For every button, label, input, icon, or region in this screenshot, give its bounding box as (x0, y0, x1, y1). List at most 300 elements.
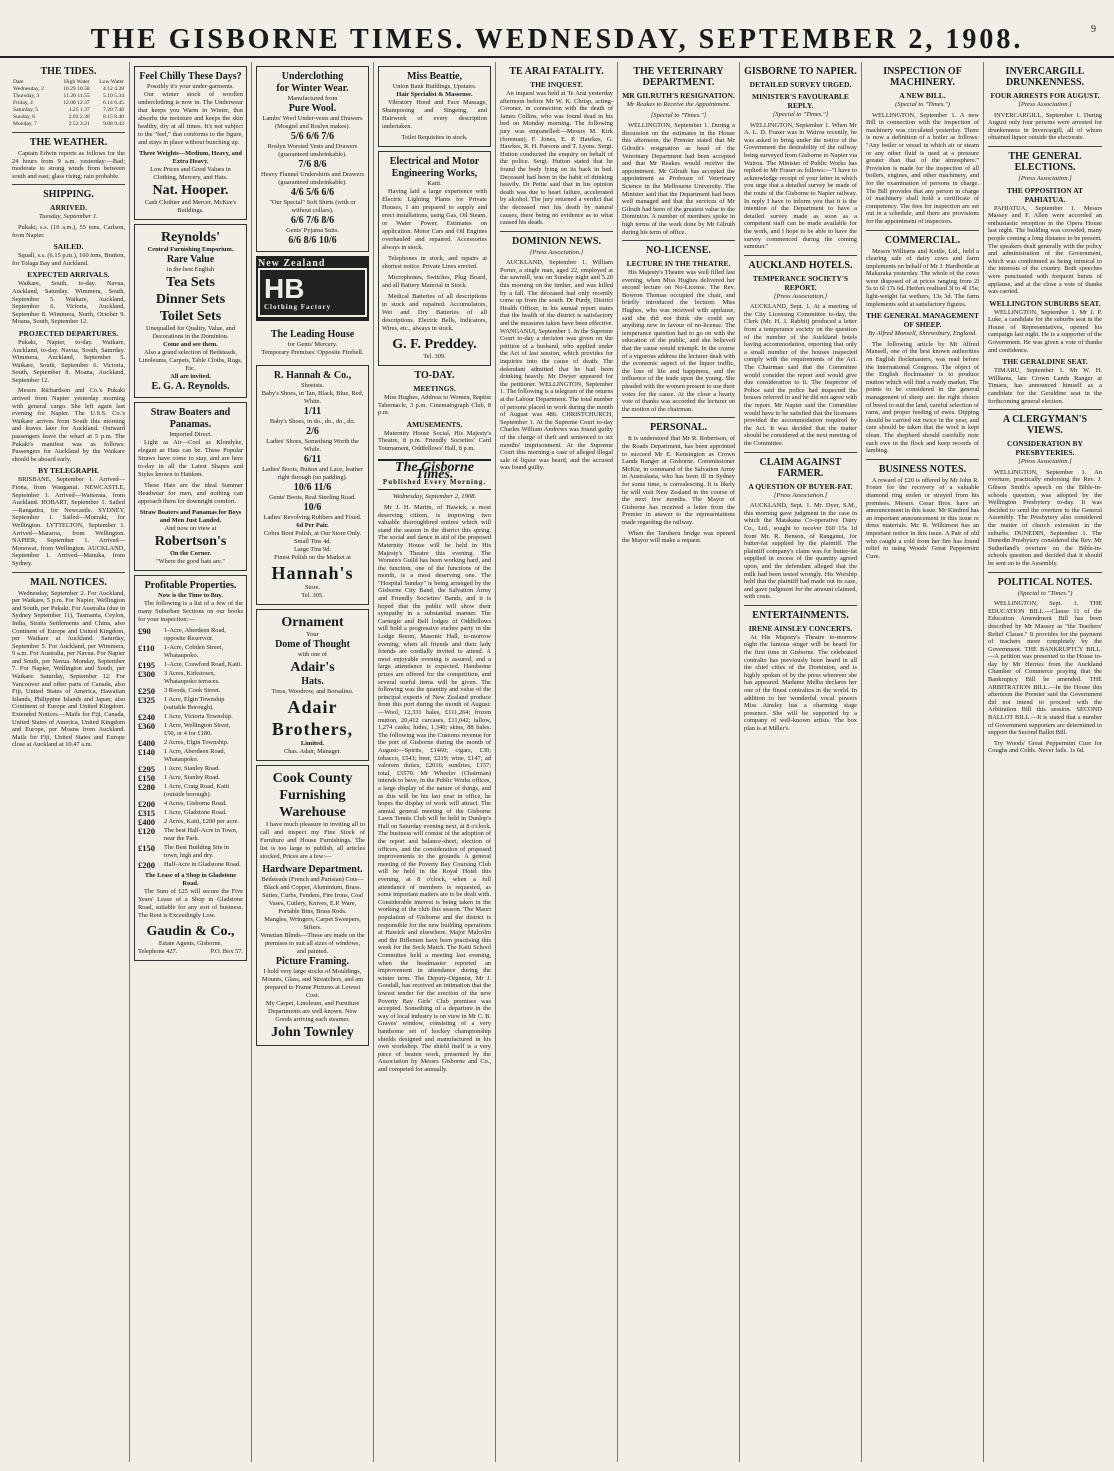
sewell-byline: By Alfred Mansell, Shrewsbury, England. (868, 330, 977, 338)
tides-cell: 2.53 3.21 (68, 121, 90, 127)
divider (866, 459, 979, 460)
invercargill-heading: INVERCARGILL DRUNKENNESS. (1005, 66, 1085, 88)
divider (988, 572, 1102, 573)
ladies-1: Ladies' Shoes, Something Worth the While. (266, 438, 359, 454)
divider (622, 240, 735, 241)
business-text: A reward of £20 is offered by Mr John R. Foster for the recovery of a valuable diamond ring stolen or strayed from his premises. Messrs. Cesar Bros. have an announcement in this issue. Mr Kindred has an important announcement in this issue re dress materials. Mr. R. Wilkinson has an important notice in this issue. A Pair of old who caught a cold from her fire has found relief in using Woods' Great Peppermint Cure. (866, 476, 979, 560)
price-l1: 6/11 (303, 454, 322, 466)
sale-text: 3 Acres, Kirkstown, Whataupoko terraces. (164, 670, 220, 685)
sale-text: 1 Acre, Aberdeen Road, Whataupoko. (164, 748, 226, 763)
column-1 (8, 62, 130, 1462)
sale-text: 3 Roods, Cook Street. (164, 687, 221, 694)
preddey-tel: Tel. 309. (423, 353, 446, 360)
gents-boots: Gents' Boots, Real Steeling Road. (269, 494, 356, 502)
now-time: Now is the Time to Buy. (158, 592, 223, 599)
temp-premises: Temporary Premises: Opposite Firebell. (261, 349, 364, 357)
suites-text: Suites, Curbs, Fenders, Fire Irons, Coal Vases, Cutlery, Knives, E.P. Ware, Portable Bins, Brass Rods. (261, 892, 363, 916)
ad-leading-house (256, 325, 369, 361)
hb-logo (258, 268, 367, 318)
suburbs-heading: WELLINGTON SUBURBS SEAT. (989, 298, 1101, 308)
napier-special: [Special to "Times."] (772, 111, 829, 118)
sale-text: 2 Acres, Elgin Township. (164, 739, 229, 746)
napier-sub-2: MINISTER'S FAVOURABLE REPLY. (752, 92, 849, 110)
adairs: Adair's (290, 660, 335, 676)
hb-mark: HB (264, 272, 305, 304)
press-assoc-2: [Press Association.] (773, 491, 828, 499)
sale-item (138, 809, 243, 817)
editorial-text: Mr J. H. Martin, of Hawick, a most deserving citizen, is improving two valuable thoroughbred entires which will stand the season in the district this spring. The social and dance in aid of the proposed Maternity House will be held in His Majesty's Theatre this evening. The Women's Guild has been working hard, and the function, one of the functions of the month, is a most deserving one. The "Hospital Sunday" is being arranged by the Gisborne City Band, the Salvation Army and Friendly Societies' Bands, and it is hoped that the public will show their sympathy in a substantial manner. The Carnegie and Bell lodges of Oddfellows will hold a progressive euchre party in the Lodge Room, Masonic Hall, to-morrow evening, when all friends and their lady friends are cordially invited to attend. A most enjoyable evening is assured, and a large attendance is expected. Handsome prizes are offered for the competition, and several useful items will be given. The following was the quantity and value of the principal exports of New Zealand produce from this port during the month of August:—Wool, 12,331 bales, £111,264; frozen mutton, 20,412 carcases, £11,042; tallow, 1,274 casks; hides, 1,340; skins, 88 bales. The following was the Customs revenue for the port of Gisborne during the month of August:—Spirits, £1460; cigars, £30; tobacco, £541; beer, £219; wine, £147; ad valorem duties, £2016; sundries, £157; total, £5570. Mr Wheeler (Chairman) intends to have, in the Public Works offices, a large display of the nature of things, and as this will be his last year in office, he hopes the display of work will attract. The annual general meeting of the Gisborne Lawn Tennis Club will be held in Dunlop's Hall on Saturday evening next, at 8 o'clock. The business will consist of the adoption of the report and balance-sheet, election of officers, and the consideration of proposed improvements to the grounds. A general meeting of the Poverty Bay Coursing Club will be held in the Royal Hotel this evening, at 8 o'clock, when a full attendance of members is requested, as some important matters are to be dealt with. Considerable interest is being taken in the working of the club this season. The Maori population of Gisborne and the district is responsible for the new building operations at Hawick and elsewhere. Major Malcolm and the Riflemen have been practising this week for the Sock Match. The Kaiti School Committee held a meeting last evening, when the headmaster reported an improvement in attendance during the winter term. The Deputy-Orgnnist, Mr J. Goodall, has received an intimation that the lowest tender for the erection of the new Poverty Bay Girls' Club premises was accepted. Something of a departure in the way of local industry is on view in Mr C. B. Graves' window, consisting of a very handsome set of hockey championship shields designed and manufactured in his own workshop. The shield itself is a very piece of beaten work, presented by the Association by Messrs Gisborne and Co., and competed for annually. (378, 503, 491, 1073)
divider (744, 605, 857, 606)
robertson-name: Robertson's (154, 534, 227, 549)
vet-text: WELLINGTON, September 1. During a discussion on the estimates in the House this afternoon, the Premier stated that Mr Gilruth's resignation as head of the Veterinary Department had been accepted and that Mr Reakes would receive the appointment. Mr Gilruth has accepted the appointment as Professor of Veterinary Science in the Melbourne University. The Minister said that the Department had been well managed and that the services of Mr Gilruth had been of the greatest value to the Dominion. A number of members spoke in high terms of the work done by Mr Gilruth during his term of office. (622, 122, 735, 236)
sale-text: The Best Building Site in town, high and dry. (164, 844, 229, 859)
ega-reynolds: E. G. A. Reynolds. (151, 381, 230, 392)
dome-thought: Dome of Thought (275, 639, 350, 651)
tides-cell: 1.25 1.37 (68, 107, 90, 113)
hb-nz: New Zealand (258, 258, 326, 269)
tides-col-high: High Water (64, 79, 90, 85)
sale-price: £200 (138, 860, 155, 870)
ad-adair (256, 609, 369, 761)
weather-text: Captain Edwin reports as follows for the 24 hours from 9 a.m. yesterday:—Bad; moderate to strong winds from between south and east; glass rising; rain probable. (12, 150, 125, 180)
political-text: WELLINGTON, Sept. 1. THE EDUCATION BILL.—Clause 11 of the Education Amendment Bill has been described by Mr Massey as "the Teachers' Relief Clause." It provides for the payment of teachers more completely by the Government. THE BANKRUPTCY BILL.—A petition was presented to the House to-day by Mr Herries from the Auckland Chamber of Commerce praying that the Bankruptcy Bill be amended. THE ARBITRATION BILL.—In the House this afternoon the Premier said the Government did not intend to proceed with the Arbitration Bill this session. SECOND BALLOT BILL.—It is stated that a number of Government supporters are determined to support the Second Ballot Bill. (988, 600, 1102, 737)
list-intro: The following is a list of a few of the many Suburban Sections on our books for your inspection:— (138, 600, 243, 623)
preddey-name: G. F. Preddey. (392, 337, 477, 352)
auckland-hotels-heading: AUCKLAND HOTELS. (748, 259, 853, 271)
ad-hannah (256, 365, 369, 605)
ad-cook-county (256, 765, 369, 1046)
personal-text-2: When the Taruheru bridge was opened the Mayor will make a request. (622, 529, 735, 545)
toilet-req: Toilet Requisites in stock. (401, 134, 468, 141)
consideration-heading: CONSIDERATION BY PRESBYTERIES. (1007, 439, 1083, 458)
hooper-address: Cash Clothier and Mercer, McKee's Buildings. (144, 199, 237, 214)
tides-row (12, 107, 125, 114)
sale-text: 2 Acres, Kaiti, £200 per acre. (164, 818, 239, 825)
tides-cell: Saturday, 5 (13, 107, 39, 113)
lambs-wool: Lambs' Wool Under-vests and Drawers (Mosgiel and Roslyn makes). (262, 115, 363, 130)
pure-wool: Pure Wool. (288, 103, 337, 114)
vet-special: [Special to "Times."] (650, 111, 707, 119)
electrical-heading: Electrical and Motor Engineering Works, (389, 156, 480, 179)
press-assoc-5: [Press Association.] (1018, 458, 1072, 466)
heavy-flannel: Heavy Flannel Undershirts and Drawers (guaranteed unshrinkable). (261, 171, 364, 186)
commercial-text: Messrs Williams and Kettle, Ltd., held a clearing sale of dairy cows and farm implements on behalf of Mr J. Hardbottle at Makaraka yesterday. The whole of the cows were disposed of at prices ranging from 2l 5s to 6l 17s 6d. Heifers realised 3l to 4l 15s; light-weight fat wethers, 13s 3d. The farm implements sold at satisfactory figures. (866, 247, 979, 308)
auckland-text: AUCKLAND, Sept. 1. At a meeting of the City Licensing Committee to-day, the Clerk (Mr. H. J. Rabbit) produced a letter from a temperance society on the question of the number of the Auckland hotels having accommodation, reporting that only a small number of the houses inspected comply with the requirements of the Act. The Chairman said that the Committee would consider the report and would give due consideration to it. The Inspector of Police said the police had inspected the houses referred to and he did not agree with the report. Mr Napier said the Committee would have to be satisfied that the licensees provided the accommodation required by the Act. It was decided that the matter should be considered at the next meeting of the Committee. (744, 303, 857, 447)
tides-header-row (12, 79, 125, 86)
tides-cell: Thursday, 3 (13, 93, 40, 99)
sales-list (138, 627, 243, 869)
tides-cell: Monday, 7 (13, 121, 37, 127)
boaters-kids: Straw Boaters and Panamas for Boys and Men Just Landed. (139, 509, 242, 524)
tides-row (12, 93, 125, 100)
hb-factory: Clothing Factory (264, 302, 332, 311)
chilly-sub: Possibly it's your under-garments. (147, 83, 234, 90)
dominion-heading: DOMINION NEWS. (512, 235, 601, 247)
tides-body (12, 86, 125, 128)
projected-text: Pukaki, Napier, to-day. Waikare, Auckland, to-day. Navua, South, Saturday. Wimmera, Auckland, September 5. Waikare, South, September 6. Victoria, South, September 8. Moana, Auckland, September 12. (12, 338, 125, 384)
masthead (0, 20, 1114, 58)
arrived-heading: ARRIVED. (50, 203, 87, 213)
sale-price: £280 (138, 782, 155, 792)
vibratory-text: Vibratory Hood and Face Massage, Shampooing and Singeing, and Hairwork of every description undertaken. (382, 99, 487, 130)
invercargill-text: INVERCARGILL, September 1. During August only four persons were arrested for drunkenness in Invercargill, all of whom obtained liquor outside the electorate. (988, 111, 1102, 142)
ad-electrical (378, 151, 491, 366)
press-assoc-1: [Press Association.] (773, 292, 828, 300)
hats-label: Hats. (301, 676, 324, 688)
leading-house: The Leading House (270, 329, 355, 341)
prices-note: Low Prices and Good Values in Clothing, Mercery, and Hats. (150, 166, 231, 181)
editorial-date: Wednesday, September 2, 1908. (392, 493, 477, 501)
sale-item (138, 827, 243, 843)
sale-item (138, 627, 243, 643)
prices-3: 4/6 5/6 6/6 (290, 187, 335, 198)
amusements-text: Maternity House Social, His Majesty's Theatre, 8 p.m. Friendly Societies' Card Tournament, Oddfellows' Hall, 8 p.m. (378, 429, 491, 452)
geraldine-heading: THE GERALDINE SEAT. (1002, 357, 1088, 367)
sale-price: £400 (138, 738, 155, 748)
carpet-dept: My Carpet, Linoleum, and Furniture Departments are well known. New Goods arriving each steamer. (265, 1000, 360, 1024)
large-tins: Large Tins 9d. (294, 546, 331, 554)
no-license-heading: NO-LICENSE. (646, 245, 711, 257)
published-every: Published Every Morning. (382, 477, 487, 486)
dinner-sets: Dinner Sets (155, 292, 226, 307)
prices-1: 5/6 6/6 7/6 (290, 131, 335, 142)
sale-item (138, 644, 243, 660)
sale-price: £90 (138, 626, 151, 636)
new-bill-heading: A NEW BILL. (899, 91, 946, 100)
general-mgmt-heading: THE GENERAL MANAGEMENT OF SHEEP. (866, 311, 979, 330)
ad-underclothing (256, 66, 369, 252)
meetings-text: Miss Hughes, Address to Women, Baptist Tabernacle, 3 p.m. Cinematograph Club, 8 p.m. (378, 394, 491, 417)
price-l3: 6d Per Pair. (296, 522, 329, 530)
now-view: And now on view at (164, 525, 217, 532)
column-5 (496, 62, 618, 1462)
cobra-polish: Cobra Boot Polish, at Our Store Only. (263, 530, 362, 538)
commercial-heading: COMMERCIAL. (884, 234, 961, 246)
rare-value: Rare Value (166, 254, 215, 265)
vet-heading: THE VETERINARY DEPARTMENT. (633, 66, 724, 88)
today-heading: TO-DAY. (414, 370, 455, 381)
sale-item (138, 765, 243, 773)
column-3 (252, 62, 374, 1462)
gaudin-name: Gaudin & Co., (146, 924, 235, 939)
gaudin-pobox: P.O. Box 57. (210, 948, 243, 955)
sale-price: £295 (138, 764, 155, 774)
for-gents: for Gents' Mercery. (287, 341, 338, 349)
sale-price: £325 (138, 695, 155, 705)
hardware-text: Bedsteads (French and Parisian) Cots—Black and Copper, Aluminium, Brass. (261, 876, 364, 892)
electrical-text: Having laid a large experience with Electric Lighting Plants for Private Houses, I am prepared to supply and erect installations, using Gas, Oil Steam, or Water Power. Estimates on application. Motor Cars and Oil Engines overhauled and repaired. Accessories always in stock. (382, 188, 487, 251)
venetian-text: Venetian Blinds—These are made on the premises to suit all sizes of windows, and painted. (260, 932, 365, 956)
divider (500, 231, 613, 232)
inspection-text: WELLINGTON, September 1. A new Bill in connection with the inspection of machinery was circulated yesterday. There is now a definition of a boiler as follows: "Any boiler or vessel in which air or steam or any other fluid is used at a pressure greater than that of the atmosphere." Provision is made for the inspection of all boilers, engines, and other machinery, and for the examination of persons in charge. The Bill provides that any person in charge of machinery shall hold a certificate of competency. The fees for inspection are set out in a schedule, and there are provisions for the appointment of inspectors. (866, 111, 979, 225)
shipping-news: Messrs Richardson and Co.'s Pukaki arrived from Napier yesterday morning with general cargo. She left again last evening for Napier. The U.S.S. Co.'s Waikare arrives from South this morning and leaves later for Auckland. Outward passengers leave the wharf at 5 p.m. The Pukaki's manifest was as follows: Passengers for Auckland by the Waikare should be aboard early. (12, 387, 125, 463)
beattie-name: Miss Beattie, (407, 71, 462, 82)
sale-text: 1-Acre, Cobden Street, Whataupoko. (164, 644, 223, 659)
ainsley-heading: IRENE AINSLEY CONCERTS. (748, 623, 853, 633)
hannah-tel: Tel. 305. (301, 592, 324, 600)
hooper-name: Nat. Hooper. (152, 183, 229, 198)
mails-text: Wednesday, September 2. For Auckland, per Waikare, 5 p.m. For Napier, Wellington and South, per Pukaki. For Australia (due in Sydney September 11), Tasmania, Ceylon, India, Straits Settlements and China, also Continent of Europe and United Kingdom, per Waikare at Auckland. Saturday, September 5. For Auckland, per Wimmera, 9 a.m. For Australia, per Navua. For Napier and South, per Navua. Monday, September 7. For Napier, Wellington and South, per Waikare. Saturday, September 12. For Vancouver and other parts of Canada, also Fiji, United States of America, Hawaiian Islands, Philippine Islands and Japan; also Continent of Europe and United Kingdom. Extended Notices.—Mails for Fiji, Canada, United States of America, United Kingdom and Europe, per Moana from Auckland. Mails for Fiji, United States and Europe close at Auckland at 10.47 a.m. (12, 589, 125, 749)
sale-price: £150 (138, 773, 155, 783)
clergyman-heading: A CLERGYMAN'S VIEWS. (1002, 414, 1088, 437)
shipping-heading: SHIPPING. (43, 189, 94, 201)
column-2 (130, 62, 252, 1462)
tides-cell: 5.10 5.34 (103, 93, 124, 99)
sale-item (138, 818, 243, 826)
sale-text: 1 Acre, Wellington Street, £50, or 4 for £180. (164, 722, 231, 737)
telephones-text: Telephones in stock, and repairs at shortest notice. Private Lines erected. (382, 255, 487, 270)
column-9 (984, 62, 1106, 1462)
personal-text: It is understood that Mr R. Robertson, of the Roads Department, has been appointed to succeed Mr E. Kensington as Crown Lands Ranger at Gisborne. Commissioner McKie, in command of the Salvation Army in Australasia, who has been ill in Sydney for some time, is convalescing. It is likely he will visit New Zealand in the course of the next few months. The Mayor of Gisborne has received a letter from the Premier in answer to the representations made regarding the railway. (622, 435, 735, 526)
clergyman-text: WELLINGTON, September 1. An overture, practically endorsing the Rev. J. Gibson Smith's speech on the Bible-in-schools question, was adopted by the Wellington Presbytery to-day. It was decided to send the overture to the General Assembly. The Presbytery also considered the matter of church extension in the suburbs. DUNEDIN, September 1. The Dunedin Presbytery considered the Rev. Mr Sutherland's overture on the Bible-in-schools question and decided that it should be sent on to the Assembly. (988, 468, 1102, 567)
sale-price: £110 (138, 643, 155, 653)
shoeists: Shoeists. (301, 382, 324, 390)
sale-price: £300 (138, 669, 155, 679)
claim-text: AUCKLAND, Sept. 1. Mr. Dyer, S.M., this morning gave judgment in the case in which the Matakana Co-operative Dairy Co., Ltd., sought to recover £60 15s 1d from Mr. R. Benson, of Ranganui, for butter-fat supplied by the plaintiff. The plaintiff company's claim was for butter-fat supplied in excess of the quantity agreed upon, and the defendant alleged that the milk had been tested wrongly. His Worship held that the plaintiff had made out its case, and gave judgment for the amount claimed, with costs. (744, 502, 857, 601)
sale-item (138, 774, 243, 782)
grand-selection: Also a grand selection of Bedsteads, Linoleums, Carpets, Table Cloths, Rugs, Etc. (138, 349, 243, 372)
weather-heading: THE WEATHER. (29, 137, 108, 148)
temperance-heading: TEMPERANCE SOCIETY'S REPORT. (752, 273, 849, 292)
tides-cell: 10.29 10.58 (63, 86, 90, 92)
column-8 (862, 62, 984, 1462)
straw-text-2: These Hats are the ideal Summer Headwear for men, and nothing can approach them for downright comfort. (138, 482, 243, 505)
columns (8, 62, 1106, 1462)
expected-heading: EXPECTED ARRIVALS. (27, 270, 110, 280)
mangles-text: Mangles, Wringers, Carpet Sweepers, Sifters. (264, 916, 361, 932)
gaudin-phone: Telephone 427. (138, 948, 178, 955)
column-4 (374, 62, 496, 1462)
sale-item (138, 800, 243, 808)
straw-heading: Straw Boaters and Panamas. (150, 407, 231, 430)
divider (744, 452, 857, 453)
editorial-masthead (378, 459, 491, 491)
manufactured: Manufactured from (287, 95, 338, 102)
all-invited: All are invited. (170, 373, 211, 380)
sale-price: £360 (138, 721, 155, 731)
sale-item (138, 696, 243, 712)
sale-price: £250 (138, 686, 155, 696)
sale-price: £120 (138, 826, 155, 836)
tides-cell: 4.12 4.38 (103, 86, 124, 92)
tides-row (12, 100, 125, 107)
lease-text: The Sum of £25 will secure the Five Years' Lease of a Shop in Gladstone Road, suitable for any sort of business. The Rent is Exceedingly Low. (138, 888, 243, 919)
sale-price: £200 (138, 799, 155, 809)
straw-imported: Imported Direct. (169, 431, 212, 438)
opposition-heading: THE OPPOSITION AT PAHIATUA. (1006, 185, 1084, 204)
ladies-2: Ladies' Boots, Button and Lace, leather right through (no padding). (262, 466, 363, 482)
ad-reynolds (134, 224, 247, 398)
te-arai-heading: TE ARAI FATALITY. (509, 66, 604, 77)
vet-sub-2: Mr Reakes to Receive the Appointment. (626, 101, 731, 108)
sale-item (138, 783, 243, 799)
column-7 (740, 62, 862, 1462)
column-6 (618, 62, 740, 1462)
pahiatua-text: PAHIATUA, September 1. Messrs Massey and F. Allen were accorded an enthusiastic reception in the Opera House last night. The building was crowded, many people coming a long distance to be present. The speakers dealt generally with the policy and administration of the Government, which was condemned as being inimical to the interests of the country. Both speeches were punctuated with frequent bursts of applause, and at the close a vote of thanks was carried. (988, 204, 1102, 296)
prices-2: 7/6 8/6 (298, 159, 327, 170)
sale-item (138, 748, 243, 764)
sale-text: 1 Acre, Stanley Road. (164, 765, 220, 772)
divider (12, 572, 125, 573)
microphones-text: Microphones, Switches, Plug Board, and all Battery Material in Stock. (382, 274, 487, 289)
hardware-heading: Hardware Department. (262, 864, 363, 876)
ad-beattie (378, 66, 491, 147)
straw-text: Light as Air—Cool as Klondyke, elegant as Hats can be. These Popular Straws have come to stay, and are here to-day in all the Latest Shapes and Styles known to Hatdom. (138, 439, 243, 478)
expected-text: Waikare, South, to-day. Navua, Auckland, Saturday. Wimmera, South, September 5. Waikare, Auckland, September 6. Victoria, Auckland, September 8. Wimmera, North, October 9. Moana, South, September 12. (12, 280, 125, 326)
napier-text: WELLINGTON, September 1. When Mr A. L. D. Fraser was in Wairoa recently, he was asked to bring under the notice of the Government the desirability of the railway being surveyed from Gisborne to Napier via Wairoa. The Minister of Public Works has replied to Mr Fraser as follows:—"I have to acknowledge receipt of your letter in which you urge that a detailed survey be made of the route of the Gisborne to Napier railway. In reply I have to inform you that it is the intention of the Department to have a detailed survey made as soon as a competent staff can be made available for the work, and I hope to be able to have the survey commenced during the coming summer." (744, 121, 857, 251)
price-g: 10/6 (303, 502, 322, 514)
divider (12, 184, 125, 185)
arrived-text: Pukaki, s.s. (10 a.m.), 55 tons, Carlson, from Napier. (12, 223, 125, 239)
paper-title: The Gisborne Times. (395, 459, 474, 483)
cook-county: Cook County (272, 771, 353, 787)
lease-heading: The Lease of a Shop in Gladstone Road. (144, 872, 237, 887)
press-assoc-4: [Press Association.] (1018, 174, 1072, 182)
business-notes-heading: BUSINESS NOTES. (878, 463, 967, 475)
tides-cell: 6.14 6.45 (103, 100, 124, 106)
babys-1: Baby's Shoes, in Tan, Black, Blue, Red, White. (261, 390, 364, 406)
claim-sub: A QUESTION OF BUYER-FAT. (748, 481, 853, 491)
personal-heading: PERSONAL. (650, 422, 707, 434)
tides-row (12, 86, 125, 93)
chilly-text: Our winter stock of woollen underclothing is now in. The Underwear that keeps you Warm in Winter, that absorbs the moisture and keeps the skin healthy, dry at all times. It's not subject to the "feel," that conforms to the figure, and stays in place without bunching up. (138, 91, 243, 146)
four-arrests: FOUR ARRESTS FOR AUGUST. (990, 91, 1100, 100)
sale-item (138, 861, 243, 869)
napier-sub: DETAILED SURVEY URGED. (749, 80, 852, 89)
divider (622, 417, 735, 418)
store-label: Store. (304, 584, 321, 592)
tides-cell: 9.08 9.43 (103, 121, 124, 127)
tides-cell: Sunday, 6 (13, 114, 36, 120)
special-1: (Special to "Times.") (895, 101, 950, 108)
ladies-3: Ladies' Revolving Rubbers and Fixed. (263, 514, 362, 522)
sale-text: 1-Acre, Crawford Road, Kaiti. (164, 661, 243, 668)
profitable-heading: Profitable Properties. (144, 580, 237, 591)
reynolds-sub: Central Furnishing Emporium. (147, 246, 234, 253)
electrical-kaiti: Kaiti. (427, 180, 442, 187)
telegraph-heading: BY TELEGRAPH. (38, 466, 99, 476)
sale-price: £315 (138, 808, 155, 818)
ad-gaudin (134, 575, 247, 961)
sale-text: 1 Acre, Victoria Township. (164, 713, 233, 720)
adair-limited: Limited. (300, 740, 325, 748)
tides-cell: 8.15 8.40 (103, 114, 124, 120)
masthead-title: THE GISBORNE TIMES. WEDNESDAY, SEPTEMBER 2, 1908. (90, 24, 1024, 55)
hb-logo-block (256, 256, 369, 321)
dominion-text: AUCKLAND, September 1. William Porter, a single man, aged 22, employed at the sawmill, was on Sunday night and 5.20 this morning on the timber, and was killed by a fall. The deceased had only recently come up from the south. Dr Purdy, District Health Officer, in his annual report states that the health of the district is satisfactory and the measures taken have been effective. WANGANUI, September 1. In the Supreme Court to-day a decision was given on the petition of a husband, who applied under the Act of last session, which provides for inquiries into the cause of death. The defendant admitted that he had been drinking heavily. Mr Dwyer appeared for the petitioner. WELLINGTON, September 1. The following is a telegram of the returns at the Labour Department. The total number of persons placed in work during the month of August was 486. CHRISTCHURCH, September 1. At the Supreme Court to-day Charles William Andrews was found guilty of the charge of theft and sentenced to six months' imprisonment. At the Supreme Court this morning a case of alleged illegal sale of liquor was heard, and the accused was found guilty. (500, 259, 613, 472)
price-b1: 1/11 (303, 406, 322, 418)
mails-heading: MAIL NOTICES. (30, 576, 107, 588)
page-number: 9 (1091, 24, 1096, 35)
sale-item (138, 670, 243, 686)
arrived-date: Tuesday, September 1. (39, 213, 98, 221)
beattie-addr: Union Bank Buildings, Upstairs. (392, 83, 477, 90)
divider (866, 230, 979, 231)
ad-chilly (134, 66, 247, 220)
entertainments-heading: ENTERTAINMENTS. (752, 609, 849, 621)
your-label: Your (306, 631, 319, 639)
no-license-text: His Majesty's Theatre was well filled last evening, when Miss Hughes delivered her second lecture on No-License. The Rev. Bowron Thomas occupied the chair, and briefly introduced the lecturer. Miss Hughes, who was received with applause, said she did not think she could say anything new in favour of no-license. The temperance question had to go on with the education of the public, and she believed that the cause would triumph. In the course of a vigorous address the lecturer dealt with the economic aspect of the liquor traffic, the loss of life and happiness, and the influence of the trade upon the young. She pleaded with the women present to use their votes for the cause. At the close a hearty vote of thanks was accorded the lecturer on the motion of the chairman. (622, 269, 735, 413)
sale-text: 1 Acre, Elgin Township (suitable Borough). (164, 696, 225, 711)
adair-manager: Chas. Adair, Manager. (283, 748, 342, 756)
coughs-text: Try Woods' Great Peppermint Cure for Coughs and Colds. Never fails. 1s 6d. (988, 739, 1102, 755)
tea-sets: Tea Sets (166, 275, 215, 290)
our-special: "Our Special" Soft Shirts (with or without collars). (269, 199, 356, 214)
tides-col-date: Date (13, 79, 24, 85)
tides-row (12, 121, 125, 128)
sale-item (138, 661, 243, 669)
divider (988, 146, 1102, 147)
sale-item (138, 687, 243, 695)
cook-text: I have much pleasure in inviting all to call and inspect my Fine Stock of Furniture and House Furnishings. The list is too large to publish, all articles stocked, Prices are a few:— (260, 821, 365, 861)
furnishing-warehouse: Furnishing Warehouse (279, 788, 346, 821)
john-townley: John Townley (271, 1025, 354, 1041)
sale-text: Half-Acre in Gladstone Road. (164, 861, 241, 868)
gaudin-contacts (138, 948, 243, 956)
tides-cell: 12.00 12.37 (63, 100, 90, 106)
tides-cell: Friday, 4 (13, 100, 33, 106)
meetings-heading: MEETINGS. (413, 384, 456, 393)
adair-brothers: Adair Brothers, (271, 697, 354, 740)
with-one: with one of (297, 651, 328, 659)
divider (12, 132, 125, 133)
chilly-heading: Feel Chilly These Days? (139, 71, 242, 82)
roslyn: Roslyn Worsted Vests and Drawers (guaranteed unshrinkable). (267, 143, 358, 158)
political-heading: POLITICAL NOTES. (997, 576, 1093, 588)
amusements-heading: AMUSEMENTS. (406, 419, 463, 429)
suburbs-text: WELLINGTON, September 1. Mr J. P. Luke, a candidate for the suburbs seat in the House of Representatives, opened his campaign last night. He is a supporter of the Government. He was given a vote of thanks and confidence. (988, 308, 1102, 354)
hannahs-store: Hannah's (271, 563, 354, 584)
dominion-sub: [Press Association.] (529, 248, 584, 256)
reynolds-name: Reynolds' (160, 230, 221, 245)
medical-text: Medical Batteries of all descriptions in stock and repaired. Accumulators, Wet and Dry Batteries of all descriptions. Electric Bells, Indicators, Wires, etc., always in stock. (382, 293, 487, 332)
press-assoc-3: [Press Association.] (1018, 101, 1072, 108)
sale-text: 1 Acre, Craig Road, Kaiti (outside borough). (164, 783, 230, 798)
sewell-text: The following article by Mr Alfred Mansell, one of the best known authorities on English flockmasters, was read before the International Congress. The object of the English flockmaster is to produce mutton which will find a ready market. The points to be considered in the general management of sheep are: the right choice of breed to suit the land, careful selection of rams, and proper feeding of ewes. Dipping should be carried out twice in the year, and care should be taken that the wool is kept clean. The shepherd should carefully note each ewe in the flock and keep records of lambing. (866, 340, 979, 455)
tides-row (12, 114, 125, 121)
weights-text: Three Weights—Medium, Heavy, and Extra Heavy. (139, 150, 242, 165)
best-english: in the best English (166, 266, 215, 273)
price-b2: 2/6 (306, 426, 319, 438)
sale-price: £140 (138, 747, 155, 757)
toilet-sets: Toilet Sets (159, 309, 222, 324)
sale-item (138, 739, 243, 747)
unequalled-text: Unequalled for Quality, Value, and Decorations in the Dominion. (146, 325, 235, 340)
come-see: Come and see them. (163, 341, 218, 348)
babys-2: Baby's Shoes, in do., do., do., do. (269, 418, 356, 426)
price-l2: 10/6 11/6 (293, 482, 332, 494)
sale-price: £150 (138, 843, 155, 853)
prices-4: 6/6 7/6 8/6 (290, 215, 335, 226)
ornament: Ornament (281, 615, 344, 631)
tides-col-low: Low Water (99, 79, 124, 85)
general-elections-heading: THE GENERAL ELECTIONS. (1008, 150, 1082, 173)
tress-brands: Tress, Woodrow, and Borsalino. (271, 688, 354, 696)
picture-text: I hold very large stocks of Mouldings, Mounts, Glass, and Streatchers, and am prepared to Frame Pictures at Lowest Cost. (261, 968, 364, 1000)
ainsley-text: At His Majesty's Theatre to-morrow night the famous singer will be heard for the first time in Gisborne. The celebrated contralto has previously been heard in all the chief cities of the Dominion, and is highly spoken of by the press wherever she has appeared. Madame Melba declares her one of the finest contraltos in the world. In addition to her wonderful vocal powers Miss Ainsley has a charming stage presence. She will be supported by a company of well-known artists. The box plan is at Miller's. (744, 633, 857, 732)
small-tins: Small Tins 4d. (293, 538, 332, 546)
picture-heading: Picture Framing. (275, 956, 350, 968)
finest-polish: Finest Polish on the Market at (274, 554, 351, 562)
tides-cell: 11.26 11.55 (63, 93, 90, 99)
tides-table (12, 79, 125, 128)
geraldine-text: TIMARU, September 1. Mr W. H. Williams, late Crown Lands Ranger at Timaru, has announced himself as a candidate for the Geraldine seat in the forthcoming general election. (988, 367, 1102, 405)
sale-item (138, 713, 243, 721)
napier-heading: GISBORNE TO NAPIER. (744, 66, 857, 77)
sale-item (138, 722, 243, 738)
underclothing-heading: Underclothing (281, 71, 344, 82)
lecture-heading: LECTURE IN THE THEATRE. (626, 259, 731, 269)
